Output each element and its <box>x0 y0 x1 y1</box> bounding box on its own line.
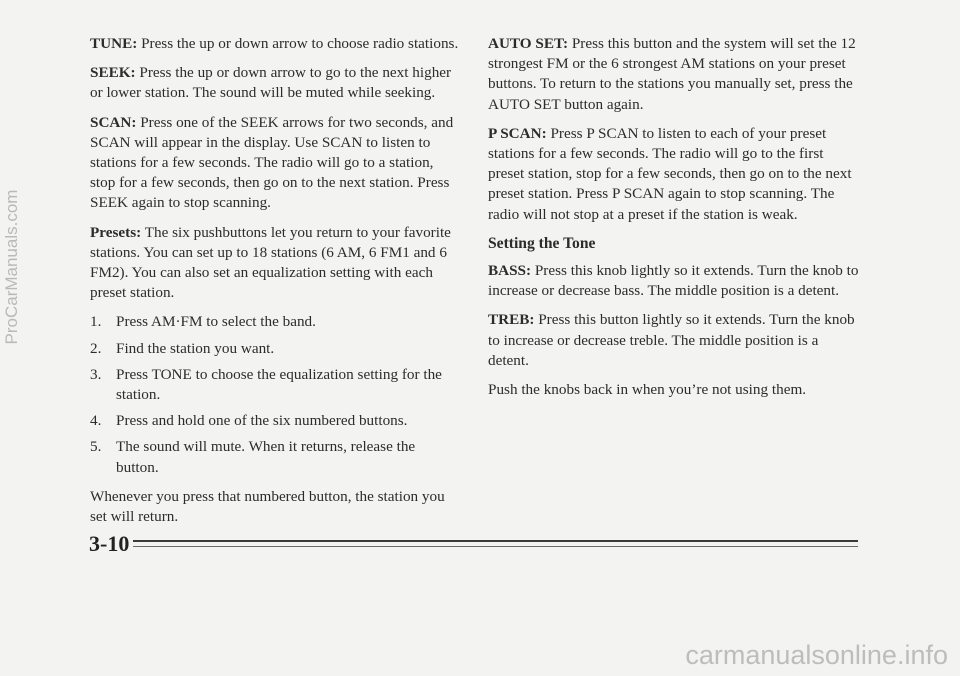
treb-text: Press this button lightly so it extends. Turn the knob to increase or decrease treble. The middle position is a detent. <box>488 311 855 369</box>
footer-rule <box>133 540 858 542</box>
scan-paragraph <box>90 113 460 214</box>
seek-term: SEEK: <box>90 64 136 82</box>
list-item <box>90 339 460 359</box>
list-item <box>90 437 460 477</box>
scan-text: Press one of the SEEK arrows for two seconds, and SCAN will appear in the display. Use SCAN to listen to stations for a few seconds. The radio will go to a station, stop for a few seconds, then go on to the next station. Press SEEK again to stop scanning. <box>90 113 454 212</box>
presets-paragraph <box>90 223 460 304</box>
tune-paragraph <box>90 34 460 54</box>
tune-text: Press the up or down arrow to choose radio stations. <box>137 35 459 52</box>
bottom-watermark: carmanualsonline.info <box>685 640 948 670</box>
bass-text: Press this knob lightly so it extends. Turn the knob to increase or decrease bass. The middle position is a detent. <box>488 262 859 300</box>
p-scan-term: P SCAN: <box>488 124 547 142</box>
presets-text: The six pushbuttons let you return to your favorite stations. You can set up to 18 stations (6 AM, 6 FM1 and 6 FM2). You can also set an equalization setting with each preset station. <box>90 223 451 302</box>
list-item <box>90 312 460 332</box>
p-scan-text: Press P SCAN to listen to each of your preset stations for a few seconds. The radio will go to the first preset station, stop for a few seconds, then go on to the next preset station. Press P SCAN again to stop scanning. The radio will not stop at a preset if the station is weak. <box>488 124 852 223</box>
step-number: 4. <box>90 412 102 430</box>
treb-term: TREB: <box>488 311 535 329</box>
scan-term: SCAN: <box>90 113 137 131</box>
tone-heading: Setting the Tone <box>488 234 596 252</box>
presets-term: Presets: <box>90 223 142 241</box>
auto-set-text: Press this button and the system will set the 12 strongest FM or the 6 strongest AM stations on your preset buttons. To return to the stations you manually set, press the AUTO SET button again. <box>488 35 856 113</box>
preset-steps-list <box>90 312 460 477</box>
seek-paragraph <box>90 63 460 103</box>
list-item <box>90 411 460 431</box>
seek-text: Press the up or down arrow to go to the next higher or lower station. The sound will be muted while seeking. <box>90 64 452 102</box>
bass-term: BASS: <box>488 262 532 280</box>
page-number: 3-10 <box>89 531 130 556</box>
footer-rule-thin <box>133 546 858 547</box>
right-column <box>488 34 863 409</box>
step-number: 2. <box>90 339 102 357</box>
left-column <box>90 34 460 536</box>
step-text: The sound will mute. When it returns, release the button. <box>116 438 416 476</box>
list-item <box>90 365 460 405</box>
tune-term: TUNE: <box>90 35 138 52</box>
bass-paragraph <box>488 261 863 301</box>
step-text: Find the station you want. <box>116 339 275 357</box>
step-number: 3. <box>90 365 102 383</box>
step-number: 5. <box>90 438 102 456</box>
step-text: Press TONE to choose the equalization setting for the station. <box>116 365 442 404</box>
presets-closing-paragraph: Whenever you press that numbered button, the station you set will return. <box>90 487 445 526</box>
p-scan-paragraph <box>488 124 863 225</box>
treb-paragraph <box>488 310 863 371</box>
auto-set-term: AUTO SET: <box>488 35 569 52</box>
step-number: 1. <box>90 313 102 331</box>
tone-closing-paragraph: Push the knobs back in when you’re not using them. <box>488 381 807 399</box>
side-watermark: ProCarManuals.com <box>2 189 21 345</box>
auto-set-paragraph <box>488 34 863 115</box>
step-text: Press AM·FM to select the band. <box>116 313 316 331</box>
step-text: Press and hold one of the six numbered buttons. <box>116 412 408 430</box>
